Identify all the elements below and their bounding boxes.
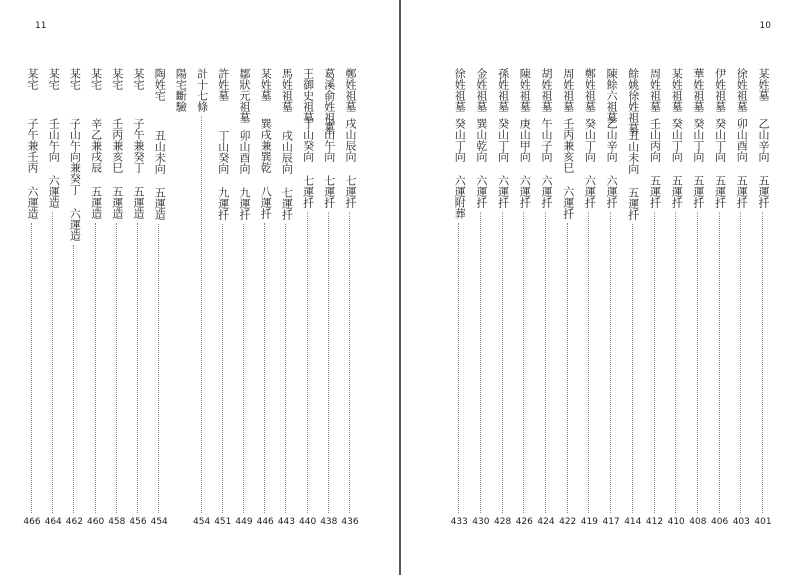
entry-title: 葛溪俞姓祖墓 xyxy=(322,68,336,134)
entry-page-number: 446 xyxy=(256,517,274,527)
dot-leader xyxy=(349,212,350,513)
entry-orientation: 子山午向 七運扦 xyxy=(322,118,336,208)
entry-page-number: 424 xyxy=(537,517,555,527)
entry-title: 華姓祖墓 xyxy=(691,68,705,112)
entry-title: 馬姓祖墓 xyxy=(280,68,294,112)
entry-orientation: 壬山午向 六運造 xyxy=(47,118,61,208)
toc-entry[interactable] xyxy=(601,68,621,533)
entry-title: 某宅 xyxy=(68,68,82,90)
entry-title: 鄒狀元祖墓 xyxy=(238,68,251,123)
entry-page-number: 466 xyxy=(23,517,41,527)
dot-leader xyxy=(307,212,308,513)
entry-page-number: 426 xyxy=(515,517,533,527)
entry-orientation: 丑山未向 五運造 xyxy=(153,130,167,220)
entry-page-number: 401 xyxy=(754,517,772,527)
entry-page-number: 414 xyxy=(624,517,642,527)
entry-title: 伊姓祖墓 xyxy=(713,68,727,112)
toc-entry[interactable] xyxy=(43,68,63,533)
toc-entry[interactable] xyxy=(86,68,106,533)
toc-entry[interactable] xyxy=(170,68,190,533)
entry-page-number: 462 xyxy=(65,517,83,527)
entry-title: 徐姓祖墓 xyxy=(735,68,749,112)
toc-entry[interactable] xyxy=(623,68,643,533)
toc-entry[interactable] xyxy=(107,68,127,533)
toc-entry[interactable] xyxy=(64,68,84,533)
entry-orientation: 壬丙兼亥巳 六運扦 xyxy=(561,118,575,219)
entry-title: 金姓祖墓 xyxy=(474,68,488,112)
dot-leader xyxy=(567,223,568,513)
entry-page-number: 436 xyxy=(341,517,359,527)
entry-title: 胡姓祖墓 xyxy=(540,68,553,112)
entry-orientation: 戌山辰向 七運扦 xyxy=(344,118,357,208)
dot-leader xyxy=(31,223,32,513)
entry-orientation: 壬山丙向 五運扦 xyxy=(648,118,662,208)
toc-entry[interactable] xyxy=(645,68,665,533)
entry-title: 某姓墓 xyxy=(757,68,770,101)
toc-entry[interactable] xyxy=(22,68,42,533)
toc-entry[interactable] xyxy=(255,68,275,533)
entry-orientation: 乙山辛向 五運扦 xyxy=(757,118,770,208)
dot-leader xyxy=(675,212,676,513)
toc-entry[interactable] xyxy=(128,68,148,533)
entry-title: 周姓祖墓 xyxy=(561,68,575,112)
dot-leader xyxy=(762,212,763,513)
entry-orientation: 卯山酉向 五運扦 xyxy=(735,118,749,208)
toc-entry[interactable] xyxy=(149,68,169,533)
toc-entry[interactable] xyxy=(579,68,599,533)
dot-leader xyxy=(610,212,611,513)
entry-title: 王御史祖墓 xyxy=(301,68,315,123)
entry-title: 陽宅斷驗 xyxy=(174,68,188,112)
dot-leader xyxy=(480,212,481,513)
entry-page-number: 430 xyxy=(472,517,490,527)
entry-orientation: 丁山癸向 九運扦 xyxy=(216,130,230,220)
entry-title: 鄭姓祖墓 xyxy=(344,68,357,112)
dot-leader xyxy=(52,212,53,513)
left-page xyxy=(0,0,399,575)
entry-orientation: 丑山未向 五運扦 xyxy=(626,130,640,220)
entry-title: 計十七條 xyxy=(195,68,209,112)
entry-page-number: 449 xyxy=(235,517,253,527)
dot-leader xyxy=(243,224,244,513)
dot-leader xyxy=(328,212,329,513)
toc-entry[interactable] xyxy=(471,68,491,533)
entry-page-number: 454 xyxy=(193,517,211,527)
entry-title: 餘姚徐姓祖墓 xyxy=(626,68,640,134)
dot-leader xyxy=(458,223,459,513)
entry-orientation: 子山午向兼癸丁 六運造 xyxy=(68,118,82,241)
entry-title: 某姓祖墓 xyxy=(670,68,684,112)
dot-leader xyxy=(545,212,546,513)
toc-entry[interactable] xyxy=(276,68,296,533)
entry-title: 某宅 xyxy=(132,68,145,90)
dot-leader xyxy=(654,212,655,513)
toc-entry[interactable] xyxy=(514,68,534,533)
dot-leader xyxy=(201,116,202,513)
entry-title: 陶姓宅 xyxy=(153,68,167,101)
dot-leader xyxy=(502,212,503,513)
entry-orientation: 癸山丁向 六運扦 xyxy=(496,118,510,208)
dot-leader xyxy=(116,223,117,513)
toc-entry[interactable] xyxy=(666,68,686,533)
dot-leader xyxy=(158,224,159,513)
entry-page-number: 428 xyxy=(494,517,512,527)
entry-orientation: 子午兼癸丁 五運造 xyxy=(132,118,145,219)
entry-orientation: 癸山丁向 五運扦 xyxy=(713,118,727,208)
entry-orientation: 乙山辛向 六運扦 xyxy=(605,118,619,208)
toc-entry[interactable] xyxy=(340,68,360,533)
dot-leader xyxy=(95,223,96,513)
dot-leader xyxy=(222,224,223,513)
entry-page-number: 406 xyxy=(711,517,729,527)
entry-orientation: 戌山辰向 七運扦 xyxy=(280,130,294,220)
toc-entry[interactable] xyxy=(192,68,212,533)
dot-leader xyxy=(697,212,698,513)
entry-title: 陳餘六祖墓 xyxy=(605,68,619,123)
toc-entry[interactable] xyxy=(710,68,730,533)
entry-orientation: 癸山丁向 六運附葬 xyxy=(453,118,467,219)
dot-leader xyxy=(285,224,286,513)
entry-page-number: 458 xyxy=(108,517,126,527)
entry-title: 某宅 xyxy=(89,68,103,90)
dot-leader xyxy=(137,223,138,513)
page-number: 10 xyxy=(759,21,771,31)
entry-title: 孫姓祖墓 xyxy=(496,68,510,112)
entry-title: 某姓墓 xyxy=(259,68,273,101)
toc-entry[interactable] xyxy=(213,68,233,533)
dot-leader xyxy=(719,212,720,513)
entry-title: 鄭姓祖墓 xyxy=(583,68,597,112)
toc-entry[interactable] xyxy=(558,68,578,533)
dot-leader xyxy=(73,245,74,513)
toc-entry[interactable] xyxy=(753,68,773,533)
entry-orientation: 庚山甲向 六運扦 xyxy=(518,118,532,208)
entry-orientation: 癸山丁向 五運扦 xyxy=(670,118,684,208)
dot-leader xyxy=(264,223,265,513)
entry-orientation: 癸山丁向 六運扦 xyxy=(583,118,597,208)
entry-page-number: 440 xyxy=(299,517,317,527)
toc-entry[interactable] xyxy=(319,68,339,533)
entry-page-number: 443 xyxy=(277,517,295,527)
dot-leader xyxy=(523,212,524,513)
entry-page-number: 460 xyxy=(87,517,105,527)
entry-page-number: 438 xyxy=(320,517,338,527)
toc-entry[interactable] xyxy=(493,68,513,533)
dot-leader xyxy=(740,212,741,513)
entry-page-number: 419 xyxy=(580,517,598,527)
toc-entry[interactable] xyxy=(298,68,318,533)
entry-title: 許姓墓 xyxy=(216,68,230,101)
dot-leader xyxy=(632,224,633,513)
entry-title: 某宅 xyxy=(26,68,39,90)
entry-title: 某宅 xyxy=(110,68,124,90)
toc-entry[interactable] xyxy=(234,68,254,533)
entry-orientation: 子午兼壬丙 六運造 xyxy=(26,118,39,219)
entry-orientation: 壬丙兼亥巳 五運造 xyxy=(110,118,124,219)
entry-title: 某宅 xyxy=(47,68,61,90)
entry-page-number: 408 xyxy=(689,517,707,527)
right-page xyxy=(401,0,800,575)
entry-page-number: 456 xyxy=(129,517,147,527)
entry-orientation: 癸山丁向 五運扦 xyxy=(691,118,705,208)
toc-entry[interactable] xyxy=(731,68,751,533)
dot-leader xyxy=(588,212,589,513)
page-number: 11 xyxy=(35,21,47,31)
entry-orientation: 卯山酉向 九運扦 xyxy=(238,130,251,220)
entry-page-number: 433 xyxy=(450,517,468,527)
entry-page-number: 410 xyxy=(667,517,685,527)
entry-page-number: 451 xyxy=(214,517,232,527)
entry-orientation: 巽戌兼巽乾 八運扦 xyxy=(259,118,273,219)
toc-entry[interactable] xyxy=(536,68,556,533)
toc-entry[interactable] xyxy=(449,68,469,533)
entry-page-number: 412 xyxy=(645,517,664,527)
entry-page-number: 422 xyxy=(559,517,577,527)
entry-title: 陳姓祖墓 xyxy=(518,68,532,112)
entry-title: 徐姓祖墓 xyxy=(453,68,467,112)
entry-page-number: 417 xyxy=(602,517,620,527)
entry-page-number: 454 xyxy=(150,517,168,527)
toc-entry[interactable] xyxy=(688,68,708,533)
entry-page-number: 464 xyxy=(44,517,62,527)
entry-orientation: 辛乙兼戌辰 五運造 xyxy=(89,118,103,219)
entry-orientation: 午山子向 六運扦 xyxy=(540,118,553,208)
entry-orientation: 巽山乾向 六運扦 xyxy=(474,118,488,208)
entry-page-number: 403 xyxy=(732,517,750,527)
entry-title: 周姓祖墓 xyxy=(648,68,662,112)
entry-orientation: 丁山癸向 七運扦 xyxy=(301,118,315,208)
